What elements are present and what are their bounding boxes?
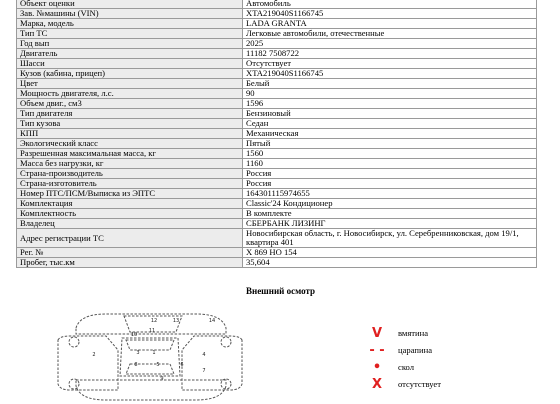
diagram-center-body [120, 338, 180, 376]
spec-label: Тип кузова [17, 119, 243, 129]
spec-row [17, 49, 537, 59]
spec-value: 35,604 [243, 258, 537, 268]
chip-mark-icon: • [372, 360, 382, 375]
spec-value: 1560 [243, 149, 537, 159]
spec-value: XTA219040S1166745 [243, 69, 537, 79]
spec-label: Экологический класс [17, 139, 243, 149]
spec-value: 90 [243, 89, 537, 99]
diagram-zone-number: 6 [180, 362, 184, 368]
spec-row [17, 119, 537, 129]
spec-row [17, 179, 537, 189]
spec-label: Страна-изготовитель [17, 179, 243, 189]
legend-label-scratch: царапина [398, 345, 433, 355]
inspection-title: Внешний осмотр [246, 286, 316, 296]
spec-label: Кузов (кабина, прицеп) [17, 69, 243, 79]
spec-row [17, 149, 537, 159]
spec-row [17, 169, 537, 179]
spec-row [17, 109, 537, 119]
legend-label-dent: вмятина [398, 328, 429, 338]
spec-value: Россия [243, 179, 537, 189]
spec-value: Легковые автомобили, отечественные [243, 29, 537, 39]
spec-row [17, 189, 537, 199]
diagram-windshield [126, 340, 174, 350]
diagram-side-right [182, 336, 242, 390]
spec-value: XTA219040S1166745 [243, 9, 537, 19]
diagram-zone-number: 12 [150, 318, 158, 324]
diagram-zone-number: 1 [152, 350, 156, 356]
diagram-side-left [58, 336, 118, 390]
spec-value: 11182 7508722 [243, 49, 537, 59]
spec-label: Марка, модель [17, 19, 243, 29]
diagram-zone-number: 2 [92, 352, 96, 358]
spec-row [17, 139, 537, 149]
spec-value: Бензиновый [243, 109, 537, 119]
spec-value: СБЕРБАНК ЛИЗИНГ [243, 219, 537, 229]
spec-value: LADA GRANTA [243, 19, 537, 29]
diagram-wheel [69, 337, 79, 347]
spec-label: Зав. №машины (VIN) [17, 9, 243, 19]
spec-row [17, 229, 537, 248]
spec-row [17, 258, 537, 268]
spec-label: Страна-производитель [17, 169, 243, 179]
spec-row [17, 19, 537, 29]
diagram-zone-number: 9 [160, 376, 164, 382]
spec-label: Тип двигателя [17, 109, 243, 119]
spec-row [17, 199, 537, 209]
spec-value: Белый [243, 79, 537, 89]
diagram-zone-number: 10 [130, 332, 138, 338]
spec-label: Комплектность [17, 209, 243, 219]
diagram-zone-number: 4 [202, 352, 206, 358]
spec-value: 164301115974655 [243, 189, 537, 199]
spec-label: Масса без нагрузки, кг [17, 159, 243, 169]
spec-value: Пятый [243, 139, 537, 149]
spec-row [17, 99, 537, 109]
diagram-zone-number: 5 [156, 362, 160, 368]
spec-label: Шасси [17, 59, 243, 69]
diagram-zone-number: 3 [136, 350, 140, 356]
spec-label: Двигатель [17, 49, 243, 59]
spec-label: Объект оценки [17, 0, 243, 9]
spec-row [17, 219, 537, 229]
diagram-zone-number: 11 [148, 328, 156, 334]
spec-value: Россия [243, 169, 537, 179]
car-damage-diagram [56, 310, 244, 404]
spec-row [17, 159, 537, 169]
spec-label: Владелец [17, 219, 243, 229]
missing-mark-icon: X [371, 377, 383, 392]
dent-mark-icon: V [371, 326, 383, 341]
diagram-zone-number: 14 [208, 318, 216, 324]
diagram-zone-number: 13 [172, 318, 180, 324]
spec-value: В комплекте [243, 209, 537, 219]
spec-value: 2025 [243, 39, 537, 49]
spec-table-body [17, 0, 537, 268]
spec-label: Номер ПТС/ПСМ/Выписка из ЭПТС [17, 189, 243, 199]
spec-value: X 869 НО 154 [243, 248, 537, 258]
spec-value: 1596 [243, 99, 537, 109]
diagram-rear-window [126, 364, 174, 374]
spec-label: Рег. № [17, 248, 243, 258]
spec-row [17, 89, 537, 99]
spec-label: Год вып [17, 39, 243, 49]
vehicle-spec-table [16, 0, 537, 268]
diagram-wheel [221, 337, 231, 347]
spec-label: КПП [17, 129, 243, 139]
spec-row [17, 129, 537, 139]
spec-label: Разрешенная максимальная масса, кг [17, 149, 243, 159]
legend-label-chip: скол [398, 362, 415, 372]
scratch-mark-icon: - - [369, 343, 385, 358]
spec-value: Седан [243, 119, 537, 129]
spec-label: Объем двиг., см3 [17, 99, 243, 109]
spec-label: Адрес регистрации ТС [17, 229, 243, 248]
spec-row [17, 9, 537, 19]
spec-value: Автомобиль [243, 0, 537, 9]
spec-value: Новосибирская область, г. Новосибирск, ул. Серебренниковская, дом 19/1, квартира 401 [243, 229, 537, 248]
spec-label: Цвет [17, 79, 243, 89]
spec-value: Отсутствует [243, 59, 537, 69]
spec-label: Мощность двигателя, л.с. [17, 89, 243, 99]
spec-row [17, 69, 537, 79]
spec-value: Механическая [243, 129, 537, 139]
diagram-zone-number: 8 [134, 362, 138, 368]
spec-label: Комплектация [17, 199, 243, 209]
legend-label-missing: отсутствует [398, 379, 441, 389]
spec-label: Пробег, тыс.км [17, 258, 243, 268]
spec-value: 1160 [243, 159, 537, 169]
diagram-zone-number: 7 [202, 368, 206, 374]
spec-row [17, 209, 537, 219]
spec-row [17, 29, 537, 39]
spec-label: Тип ТС [17, 29, 243, 39]
spec-value: Classic'24 Кондиционер [243, 199, 537, 209]
spec-row [17, 79, 537, 89]
spec-row [17, 59, 537, 69]
spec-row [17, 39, 537, 49]
spec-row [17, 248, 537, 258]
